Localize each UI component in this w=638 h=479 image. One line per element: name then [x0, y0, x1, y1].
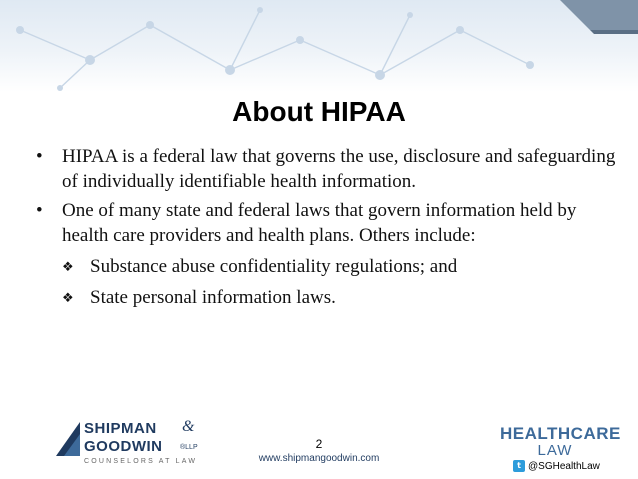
sub-bullet-text: State personal information laws.: [90, 287, 336, 308]
healthcare-law-logo: [500, 424, 621, 459]
bullet-text: One of many state and federal laws that govern information held by health care providers and health plans. Others include:: [62, 200, 577, 246]
bullet-list: [36, 144, 616, 310]
diamond-bullet-icon: ❖: [62, 291, 74, 306]
website-link[interactable]: www.shipmangoodwin.com: [258, 453, 380, 464]
healthcare-logo-line1: HEALTHCARE: [500, 424, 621, 443]
diamond-bullet-icon: ❖: [62, 260, 74, 275]
twitter-handle[interactable]: [513, 459, 600, 473]
logo-line1: SHIPMAN: [84, 420, 157, 437]
page-number: 2: [315, 437, 323, 451]
twitter-icon: t: [513, 460, 525, 472]
sub-bullet-text: Substance abuse confidentiality regulations; and: [90, 256, 458, 277]
logo-ampersand: &: [182, 418, 195, 435]
network-pattern-graphic: [0, 0, 638, 92]
slide-title: About HIPAA: [232, 96, 406, 127]
logo-tagline: COUNSELORS AT LAW: [84, 458, 198, 465]
twitter-handle-text: @SGHealthLaw: [528, 460, 600, 472]
bullet-item: [36, 198, 616, 248]
healthcare-logo-line2: LAW: [537, 442, 573, 459]
sub-bullet-item: [36, 254, 616, 279]
bullet-glyph: •: [36, 146, 43, 167]
header-decoration: [0, 0, 638, 92]
sub-bullet-item: [36, 285, 616, 310]
bullet-item: [36, 144, 616, 194]
logo-line2: GOODWIN: [84, 438, 163, 455]
bullet-text: HIPAA is a federal law that governs the use, disclosure and safeguarding of individually identifiable health information.: [62, 146, 616, 192]
logo-llp: ®LLP: [180, 444, 198, 451]
bullet-glyph: •: [36, 200, 43, 221]
